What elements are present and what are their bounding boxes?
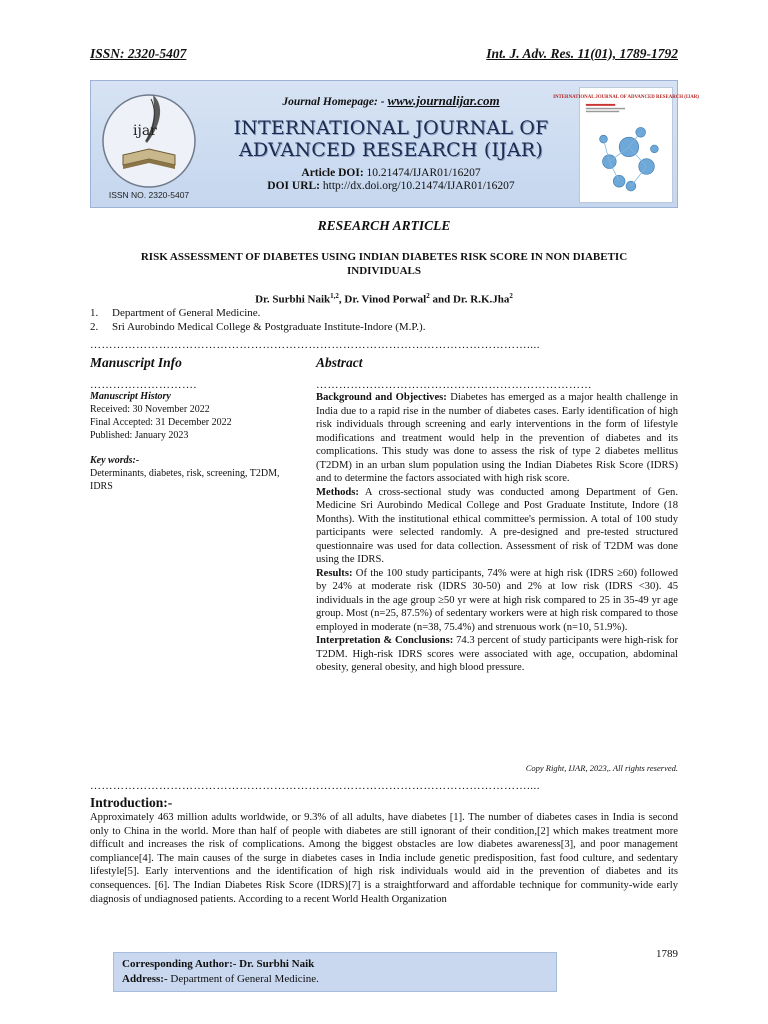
issn-text: ISSN: 2320-5407 xyxy=(90,46,187,61)
ijar-logo-icon xyxy=(95,85,203,203)
svg-text:INTERNATIONAL JOURNAL OF ADVAN: INTERNATIONAL JOURNAL OF ADVANCED RESEARCH (IJAR) xyxy=(553,95,699,101)
author-1: Dr. Surbhi Naik xyxy=(255,293,331,306)
journal-banner xyxy=(90,80,699,208)
introduction-heading: Introduction:- xyxy=(90,795,173,810)
abstract-dots: ……………………………………………………………… xyxy=(316,379,592,391)
divider-bottom: …………………………………………………………………………………………………….... xyxy=(90,780,540,792)
copyright-notice: Copy Right, IJAR, 2023,. All rights reserved. xyxy=(525,763,678,773)
journal-homepage: Journal Homepage: - www.journalijar.com xyxy=(282,93,500,108)
introduction-text: Approximately 463 million adults worldwide, or 9.3% of all adults, have diabetes [1]. The number of diabetes cases in India is second only to China in the world. More than half of people with diabetes are still ignorant of their condition,[2] which makes treatment more difficult and increases the risk of complications. Among the biggest obstacles are low diabetes awareness[3], and poor management compliance[4]. The main causes of the surge in diabetes cases in India include genetic predisposition, fast food culture, and sedentary lifestyle[5]. Early interventions and the identification of high risk individuals would aid in the prevention of diabetes and its consequences. [6]. The Indian Diabetes Risk Score (IDRS)[7] is a straightforward and affordable technique for community-wide early diagnosis of undiagnosed patients. According to a recent World Health Organization xyxy=(90,812,678,905)
accepted-date: Final Accepted: 31 December 2022 xyxy=(90,417,232,428)
article-title: RISK ASSESSMENT OF DIABETES USING INDIAN DIABETES RISK SCORE IN NON DIABETIC INDIVIDUALS xyxy=(140,251,628,277)
keywords-label: Key words:- xyxy=(90,455,140,466)
corresponding-author-name: Dr. Surbhi Naik xyxy=(236,958,315,970)
doi-url-link[interactable]: http://dx.doi.org/10.21474/IJAR01/16207 xyxy=(322,180,515,192)
published-date: Published: January 2023 xyxy=(90,430,189,441)
history-label: Manuscript History xyxy=(90,391,171,402)
divider-top: …………………………………………………………………………………………………….... xyxy=(90,339,540,351)
svg-text:ISSN NO. 2320-5407: ISSN NO. 2320-5407 xyxy=(108,190,190,200)
received-date: Received: 30 November 2022 xyxy=(90,404,210,415)
page-number: 1789 xyxy=(656,948,678,960)
abstract-interpretation: Interpretation & Conclusions: 74.3 percent of study participants were high-risk for T2DM. High-risk IDRS scores were associated with age, occupation, abdominal obesity, general obesity, and high blood pressure. xyxy=(316,635,678,673)
citation-text: Int. J. Adv. Res. 11(01), 1789-1792 xyxy=(486,46,678,61)
banner-center xyxy=(205,93,577,193)
doi-block: Article DOI: 10.21474/IJAR01/16207 DOI URL: http://dx.doi.org/10.21474/IJAR01/16207 xyxy=(267,167,515,192)
svg-text:ijar: ijar xyxy=(133,123,157,139)
article-type: RESEARCH ARTICLE xyxy=(317,218,451,233)
doi-value: 10.21474/IJAR01/16207 xyxy=(366,167,481,179)
journal-name: INTERNATIONAL JOURNAL OF ADVANCED RESEARCH (IJAR) xyxy=(233,117,549,161)
homepage-link[interactable]: www.journalijar.com xyxy=(387,93,500,108)
author-address: Department of General Medicine. xyxy=(167,973,319,985)
abstract-heading: Abstract xyxy=(316,355,363,370)
affiliation-2: 2. Sri Aurobindo Medical College & Postgraduate Institute-Indore (M.P.). xyxy=(90,321,426,333)
author-2: Dr. Vinod Porwal xyxy=(344,293,427,306)
abstract-body xyxy=(316,391,678,675)
manuscript-info-heading: Manuscript Info xyxy=(90,355,182,370)
journal-cover-icon xyxy=(553,87,699,203)
author-3: Dr. R.K.Jha xyxy=(452,293,510,306)
manuscript-dots: ………………………. xyxy=(90,379,197,391)
abstract-methods: Methods: A cross-sectional study was conducted among Department of Gen. Medicine Sri Aurobindo Medical College and Post Graduate Institute, Indore (18 Months). With the institutional ethical committee's permission. A total of 100 study participants were selected randomly. A pre-designed and pre-tested structured questionnaire was used for data collection. Assessment of risk of T2DM was done using the IDRS. xyxy=(316,486,678,565)
abstract-background: Background and Objectives: Diabetes has emerged as a major health challenge in India due to a rapid rise in the number of diabetes cases. Early identification of high risk individuals through screening and early interventions in the form of lifestyle modifications and treatment would help in the prevention of diabetes and its complications. This study was done to assess the risk of type 2 diabetes mellitus (T2DM) in an urban slum population using the Indian Diabetes Risk Score (IDRS) and to determine the factors associated with high risk score. xyxy=(316,392,678,484)
manuscript-info xyxy=(90,390,290,493)
running-header xyxy=(90,46,678,62)
authors: Dr. Surbhi Naik$^{1,2}$, Dr. Vinod Porwal$^2$ and Dr. R.K.Jha$^2$ xyxy=(255,292,513,306)
affiliation-1: 1. Department of General Medicine. xyxy=(90,307,261,319)
abstract-results: Results: Of the 100 study participants, 74% were at high risk (IDRS ≥60) followed by 24% at moderate risk (IDRS 30-50) and 2% at low risk (IDRS <30). 45 individuals in the age group ≥50 yr were at high risk compared to 25 in 35-49 yr age group. Most (n=25, 87.5%) of sedentary workers were at high risk compared to those employed in moderate (n=38, 75.4%) and strenuous work (n=10, 51.9%). xyxy=(316,567,678,633)
keywords: Determinants, diabetes, risk, screening, T2DM, IDRS xyxy=(90,468,280,492)
corresponding-author-box: Corresponding Author:- Dr. Surbhi Naik Address:- Department of General Medicine. xyxy=(113,952,557,992)
